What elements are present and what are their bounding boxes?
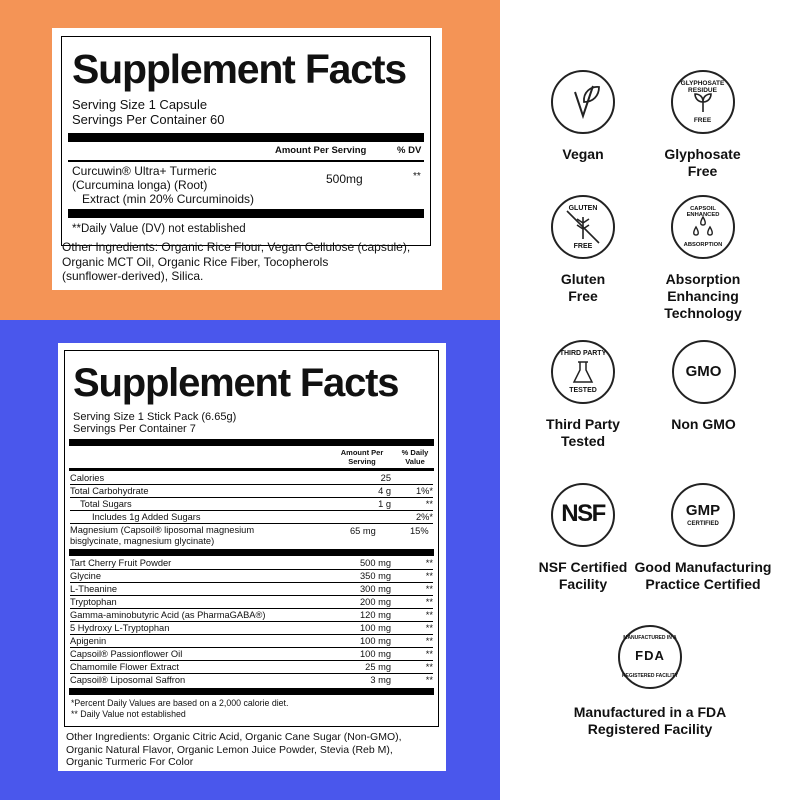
gmp-label: Practice Certified — [645, 576, 761, 592]
ingredient-amount: 500mg — [326, 172, 363, 186]
ingredient-dv: ** — [425, 584, 433, 594]
blend-row — [70, 609, 433, 622]
thick-rule — [68, 133, 424, 142]
ingredient-name: Tryptophan — [70, 597, 117, 607]
ingredient-amount: 500 mg — [359, 558, 391, 568]
rule — [69, 468, 434, 471]
thick-rule — [69, 439, 434, 446]
leaf-v-icon — [551, 70, 615, 134]
glyphosate-label: Glyphosate — [664, 146, 741, 162]
nutrient-row: Total Carbohydrate 4 g 1%* — [70, 486, 433, 496]
dv-header: % DV — [397, 145, 422, 156]
fda-icon: MANUFACTURED IN A FDA REGISTERED FACILITY — [618, 625, 682, 689]
nsf-icon: NSF — [551, 483, 615, 547]
magnesium-amount: 65 mg — [350, 526, 376, 536]
ingredient-name: 5 Hydroxy L-Tryptophan — [70, 623, 170, 633]
blend-row — [70, 557, 433, 570]
magnesium-dv: 15% — [410, 526, 429, 536]
gluten-label: Gluten — [560, 271, 606, 287]
other-ingredients: Other Ingredients: Organic Citric Acid, Organic Cane Sugar (Non-GMO), Organic Natural Flavor, Organic Lemon Juice Powder, Stevia (Reb M), Organic Turmeric For Color — [66, 731, 402, 768]
facts-box — [64, 350, 439, 727]
footnote: **Daily Value (DV) not established — [72, 223, 246, 235]
ingredient-amount: 100 mg — [359, 649, 391, 659]
ingredient-dv: ** — [425, 623, 433, 633]
amount-header: Amount Per Serving — [340, 448, 384, 466]
dv-header: % Daily Value — [401, 448, 429, 466]
vegan-label: Vegan — [562, 146, 604, 162]
ingredient-dv: ** — [425, 636, 433, 646]
absorption-badge — [628, 195, 778, 322]
ingredient-amount: 100 mg — [359, 636, 391, 646]
blend-row — [70, 648, 433, 661]
ingredient-name: Chamomile Flower Extract — [70, 662, 180, 672]
facts-title: Supplement Facts — [73, 361, 399, 405]
supplement-facts-label-sleep — [58, 343, 446, 771]
ingredient-amount: 25 mg — [365, 662, 391, 672]
facts-box — [61, 36, 431, 246]
sprout-icon: GLYPHOSATE RESIDUE FREE — [671, 70, 735, 134]
amount-per-serving-header: Amount Per Serving — [275, 145, 367, 156]
rule — [68, 160, 424, 162]
flask-icon: THIRD PARTY TESTED — [551, 340, 615, 404]
gmp-badge — [628, 483, 778, 593]
ingredient-name: Gamma-aminobutyric Acid (as PharmaGABA®) — [70, 610, 266, 620]
servings-per-container: Servings Per Container 60 — [72, 112, 225, 127]
vegan-badge — [528, 70, 638, 163]
third-party-label: Third Party — [546, 416, 620, 432]
nutrient-row: Calories 25 — [70, 472, 433, 485]
gluten-label: Free — [568, 288, 598, 304]
magnesium-name: Magnesium (Capsoil® liposomal magnesium bisglycinate, magnesium glycinate) — [70, 525, 255, 546]
ingredient-amount: 3 mg — [370, 675, 391, 685]
nutrient-row: Includes 1g Added Sugars 2%* — [70, 511, 433, 524]
ingredient-dv: ** — [413, 171, 421, 182]
ingredient-amount: 350 mg — [359, 571, 391, 581]
gmo-icon: GMO — [672, 340, 736, 404]
ingredient-dv: ** — [425, 662, 433, 672]
ingredient-dv: ** — [425, 571, 433, 581]
ingredient-name: L-Theanine — [70, 584, 118, 594]
ingredient-name: Apigenin — [70, 636, 107, 646]
ingredient-amount: 120 mg — [359, 610, 391, 620]
fda-label: Registered Facility — [587, 721, 713, 737]
facts-title: Supplement Facts — [72, 46, 406, 92]
nsf-label: Facility — [558, 576, 608, 592]
ingredient-name: Curcuwin® Ultra+ Turmeric — [72, 164, 217, 178]
blend-row — [70, 570, 433, 583]
non-gmo-label: Non GMO — [671, 416, 736, 432]
ingredient-name: (Curcumina longa) (Root) — [72, 178, 208, 192]
ingredient-dv: ** — [425, 558, 433, 568]
fda-badge — [560, 625, 740, 738]
servings-per-container: Servings Per Container 7 — [73, 423, 196, 435]
third-party-label: Tested — [560, 433, 606, 449]
ingredient-name: Capsoil® Liposomal Saffron — [70, 675, 186, 685]
footnote: *Percent Daily Values are based on a 2,000 calorie diet. — [71, 698, 289, 708]
third-party-badge — [528, 340, 638, 450]
nutrient-row: Total Sugars 1 g ** — [70, 498, 433, 511]
ingredient-amount: 200 mg — [359, 597, 391, 607]
ingredient-amount: 100 mg — [359, 623, 391, 633]
thick-rule — [68, 209, 424, 218]
ingredient-dv: ** — [425, 610, 433, 620]
nsf-label: NSF Certified — [538, 559, 628, 575]
ingredient-name: Capsoil® Passionflower Oil — [70, 649, 183, 659]
non-gmo-badge — [646, 340, 761, 433]
footnote: ** Daily Value not established — [71, 709, 186, 719]
wheat-icon: GLUTEN FREE — [551, 195, 615, 259]
supplement-facts-label-turmeric — [52, 28, 442, 290]
glyphosate-label: Free — [687, 163, 718, 179]
ingredient-dv: ** — [425, 649, 433, 659]
other-ingredients: Other Ingredients: Organic Rice Flour, Vegan Cellulose (capsule), Organic MCT Oil, Organic Rice Fiber, Tocopherols (sunflower-derived), Silica. — [62, 240, 411, 283]
ingredient-name: Glycine — [70, 571, 102, 581]
blend-row — [70, 661, 433, 674]
nsf-badge — [528, 483, 638, 593]
gluten-free-badge — [528, 195, 638, 305]
serving-size: Serving Size 1 Stick Pack (6.65g) — [73, 411, 237, 423]
blend-row — [70, 583, 433, 596]
gmp-label: Good Manufacturing — [634, 559, 772, 575]
serving-size: Serving Size 1 Capsule — [72, 97, 208, 112]
blend-row — [70, 674, 433, 686]
thick-rule — [69, 688, 434, 695]
ingredient-name: Extract (min 20% Curcuminoids) — [82, 192, 255, 206]
absorption-label: Absorption Enhancing — [665, 271, 741, 304]
droplets-icon: CAPSOIL ENHANCED ABSORPTION — [671, 195, 735, 259]
blend-row — [70, 596, 433, 609]
ingredient-amount: 300 mg — [359, 584, 391, 594]
ingredient-dv: ** — [425, 675, 433, 685]
ingredient-name: Tart Cherry Fruit Powder — [70, 558, 172, 568]
ingredient-dv: ** — [425, 597, 433, 607]
gmp-icon: GMP CERTIFIED — [671, 483, 735, 547]
blend-row — [70, 635, 433, 648]
fda-label: Manufactured in a FDA — [573, 704, 727, 720]
glyphosate-badge — [640, 70, 765, 180]
thick-rule — [69, 549, 434, 556]
blend-row — [70, 622, 433, 635]
absorption-label: Technology — [664, 305, 742, 321]
